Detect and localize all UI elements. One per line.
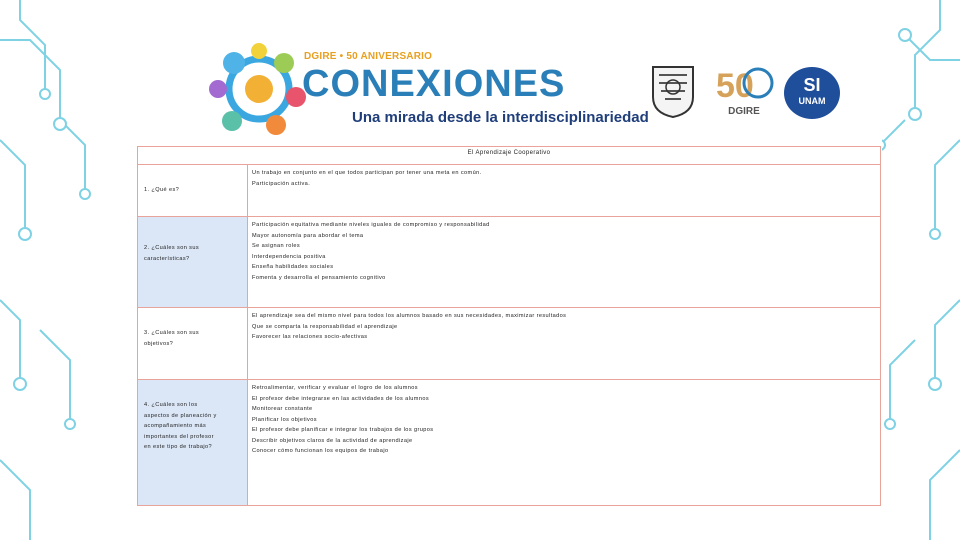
si-unam-label: UNAM [798, 96, 826, 106]
answer-line: El profesor debe integrarse en las actividades de los alumnos [252, 395, 430, 402]
question-cell [138, 308, 248, 380]
conexiones-logo-icon [204, 41, 314, 137]
answer-line: Favorecer las relaciones socio-afectivas [252, 334, 368, 340]
answer-line: Un trabajo en conjunto en el que todos participan por tener una meta en común. [252, 170, 482, 176]
conexiones-banner [134, 29, 882, 145]
answer-cell [248, 217, 881, 308]
answer-cell [248, 380, 881, 506]
question-cell [138, 217, 248, 308]
svg-text:50: 50 [716, 67, 754, 103]
si-label: SI [803, 75, 821, 95]
answer-line: El aprendizaje sea del mismo nivel para todos los alumnos basado en sus necesidades, maximizar resultados [252, 313, 567, 319]
event-title: CONEXIONES [302, 63, 566, 105]
aprendizaje-cooperativo-table [137, 146, 881, 506]
table-row [138, 165, 881, 217]
answer-line: El profesor debe planificar e integrar los trabajos de los grupos [252, 427, 434, 433]
answer-line: Se asignan roles [252, 243, 301, 249]
question-cell [138, 380, 248, 506]
answer-line: Interdependencia positiva [252, 253, 326, 260]
question-text: 4. ¿Cuáles son los aspectos de planeación y acompañamiento más importantes del profesor en este tipo de trabajo? [144, 402, 217, 450]
si-unam-logo [784, 67, 840, 119]
answer-line: Describir objetivos claros de la actividad de aprendizaje [252, 437, 413, 444]
answer-line: Fomenta y desarrolla el pensamiento cognitivo [252, 274, 386, 281]
event-tag: DGIRE • 50 ANIVERSARIO [304, 51, 433, 62]
question-text: 3. ¿Cuáles son sus objetivos? [144, 330, 200, 347]
table-row [138, 217, 881, 308]
dgire-50-logo [714, 63, 774, 119]
answer-line: Planificar los objetivos [252, 416, 317, 423]
question-text: 1. ¿Qué es? [144, 187, 180, 193]
question-text: 2. ¿Cuáles son sus características? [144, 245, 200, 262]
answer-cell [248, 308, 881, 380]
answer-line: Monitorear constante [252, 406, 313, 412]
question-cell [138, 165, 248, 217]
answer-line: Participación equitativa mediante niveles iguales de compromiso y responsabilidad [252, 222, 490, 228]
answer-line: Que se comparta la responsabilidad el aprendizaje [252, 323, 398, 330]
event-subtitle: Una mirada desde la interdisciplinariedad [352, 109, 649, 126]
answer-line: Retroalimentar, verificar y evaluar el logro de los alumnos [252, 385, 418, 391]
unam-shield-logo [649, 63, 697, 119]
answer-cell [248, 165, 881, 217]
table-row [138, 308, 881, 380]
answer-line: Participación activa. [252, 180, 311, 187]
table-row [138, 380, 881, 506]
answer-line: Enseña habilidades sociales [252, 264, 334, 270]
table-title: El Aprendizaje Cooperativo [138, 147, 881, 165]
dgire-label: DGIRE [728, 106, 760, 117]
answer-line: Mayor autonomía para abordar el tema [252, 232, 364, 239]
answer-line: Conocer cómo funcionan los equipos de trabajo [252, 448, 389, 454]
